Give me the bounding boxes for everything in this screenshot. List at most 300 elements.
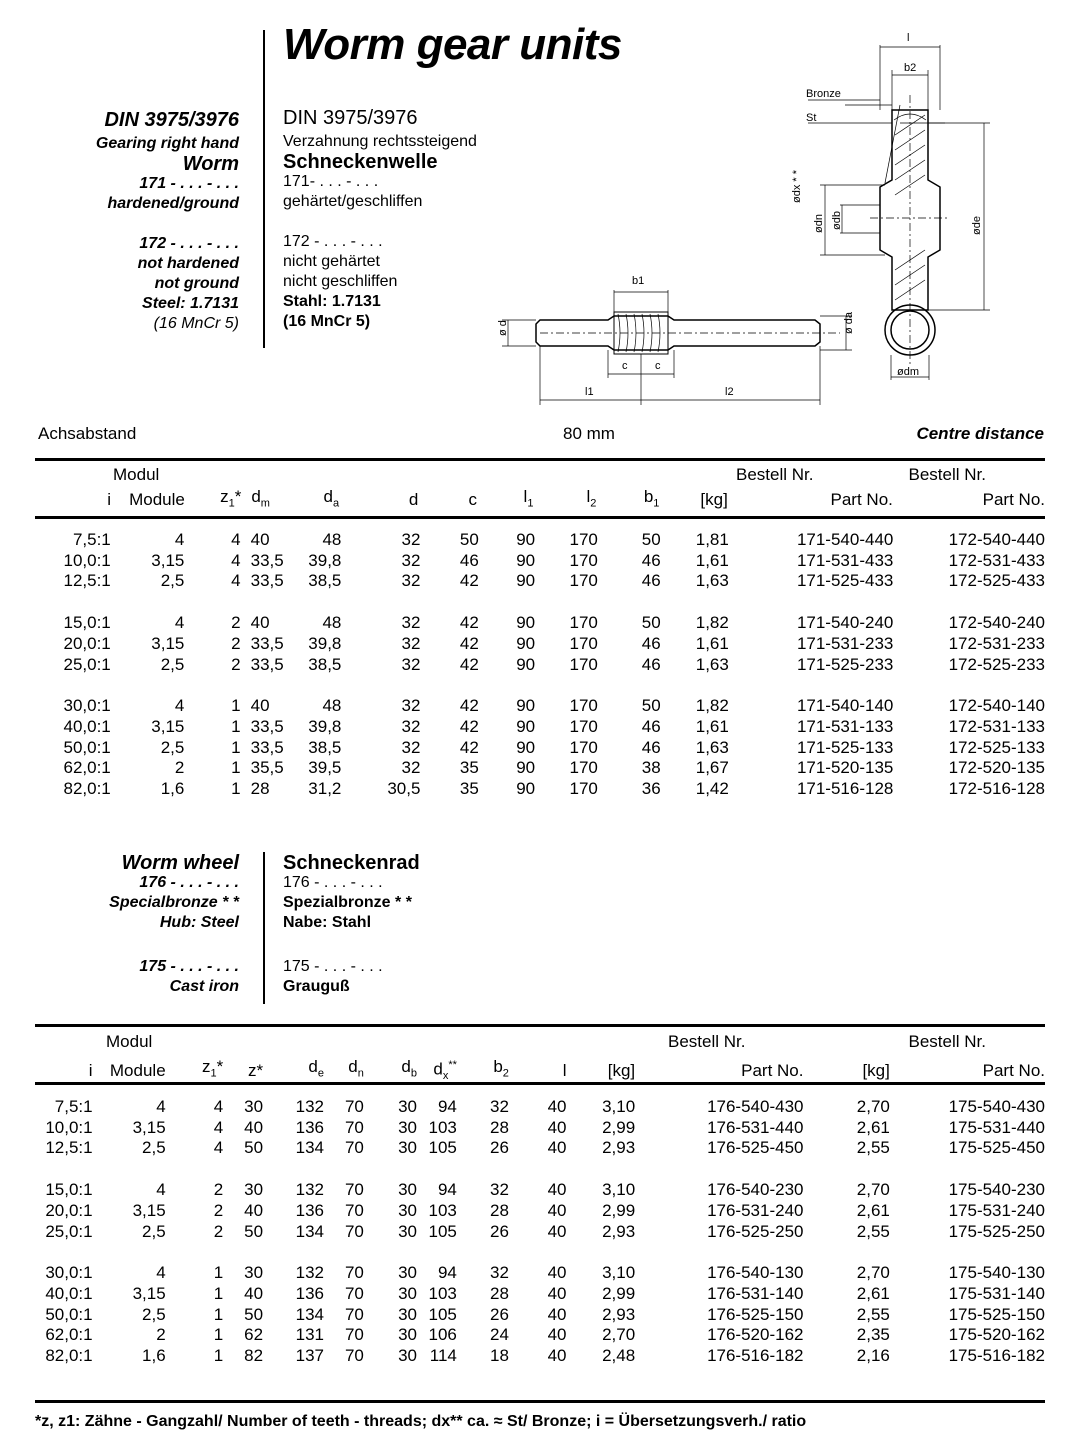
wheel-header-col-6: $d_b$	[401, 1057, 418, 1080]
worm-table-row	[35, 779, 1045, 800]
worm-table-row	[35, 758, 1045, 779]
wheel-table-row	[35, 1180, 1045, 1201]
wheel-cell: 3,15	[132, 1117, 166, 1137]
worm-cell: 33,5	[250, 737, 284, 757]
label-c-left: c	[622, 360, 628, 372]
wheel-specs-en	[109, 853, 239, 997]
worm-cell: 32	[401, 550, 421, 570]
footnote: *z, z1: Zähne - Gangzahl/ Number of teeth - threads; dx** ca. ≈ St/ Bronze; i = Übersetzungsverh./ ratio	[35, 1413, 807, 1430]
label-d: ø d	[497, 320, 509, 336]
worm-cell: 40	[250, 696, 270, 716]
worm-cell: 4	[231, 530, 241, 549]
wheel-cell: 2,5	[142, 1304, 166, 1324]
wheel-cell: 176-531-440	[707, 1117, 804, 1137]
wheel-cell: 30	[244, 1263, 264, 1283]
worm-header-col-5: d	[408, 490, 419, 510]
worm-cell: 40	[250, 613, 270, 633]
wheel-cell: 2,99	[602, 1283, 636, 1303]
wheel-bronze-de: Spezialbronze * *	[283, 894, 412, 911]
wheel-header-col-11: Part No.	[741, 1060, 804, 1080]
spacer-cell	[35, 592, 1045, 613]
wheel-header-col-12: [kg]	[862, 1060, 890, 1080]
wheel-cell: 32	[490, 1263, 509, 1283]
worm-header-bestell-172: Bestell Nr.	[908, 465, 986, 484]
wheel-cell: 2,48	[602, 1346, 636, 1366]
wheel-cell: 30	[244, 1097, 264, 1116]
worm-cell: 12,5:1	[63, 571, 111, 591]
wheel-bronze-en: Specialbronze * *	[109, 894, 239, 911]
wheel-cell: 2,99	[602, 1117, 636, 1137]
label-l2: l2	[725, 386, 734, 398]
worm-cell: 40	[250, 530, 270, 549]
worm-cell: 46	[641, 716, 661, 736]
wheel-cell: 176-525-250	[707, 1221, 804, 1241]
worm-cell: 42	[459, 654, 479, 674]
wheel-cell: 28	[490, 1283, 509, 1303]
wheel-cell: 175-525-250	[948, 1221, 1045, 1241]
wheel-cell: 134	[295, 1221, 324, 1241]
worm-header-col-12: Part No.	[982, 490, 1045, 510]
wheel-cell: 175-531-240	[948, 1200, 1045, 1220]
worm-cell: 1	[231, 779, 241, 799]
worm-cell: 1	[231, 696, 241, 716]
worm-cell: 1,81	[695, 530, 729, 549]
worm-cell: 172-531-233	[948, 633, 1045, 653]
wheel-cell: 175-531-140	[948, 1283, 1045, 1303]
label-db: ødb	[831, 211, 843, 230]
worm-cell: 1	[231, 737, 241, 757]
wheel-cell: 136	[295, 1200, 324, 1220]
wheel-header-col-10: [kg]	[607, 1060, 636, 1080]
worm-cell: 2	[231, 654, 241, 674]
wheel-cell: 176-540-430	[707, 1097, 804, 1116]
worm-not-ground-de: nicht geschliffen	[283, 273, 398, 290]
worm-cell: 171-525-233	[796, 654, 894, 674]
wheel-cell: 50,0:1	[45, 1304, 93, 1324]
wheel-cell: 70	[344, 1346, 364, 1366]
wheel-header-col-8: $b_2$	[493, 1057, 509, 1080]
worm-cell: 42	[459, 716, 479, 736]
wheel-cell: 132	[295, 1263, 324, 1283]
worm-group-spacer	[35, 592, 1045, 613]
wheel-cell: 136	[295, 1117, 324, 1137]
wheel-header-col-13: Part No.	[982, 1060, 1045, 1080]
page-title: Worm gear units	[283, 20, 622, 69]
wheel-cell: 2,55	[856, 1304, 890, 1324]
wheel-cell: 114	[429, 1346, 457, 1366]
wheel-cell: 1,6	[142, 1346, 166, 1366]
wheel-cell: 4	[156, 1263, 166, 1283]
wheel-cell: 3,15	[132, 1200, 166, 1220]
wheel-table-row	[35, 1305, 1045, 1326]
label-b1: b1	[632, 275, 645, 287]
worm-table-row	[35, 738, 1045, 759]
worm-cell: 62,0:1	[63, 758, 111, 778]
wheel-header-col-7: $d_x^{**}$	[433, 1059, 457, 1083]
worm-not-hardened-en: not hardened	[137, 255, 239, 272]
worm-hardened-de: gehärtet/geschliffen	[283, 193, 423, 210]
worm-table-row	[35, 696, 1045, 717]
worm-cell: 38,5	[308, 571, 342, 591]
wheel-header-col-3: z*	[247, 1060, 264, 1080]
wheel-cell: 2,35	[856, 1325, 890, 1345]
bottom-rule	[35, 1400, 1045, 1403]
wheel-cell: 105	[428, 1221, 457, 1241]
worm-cell: 2	[231, 633, 241, 653]
worm-table-row	[35, 655, 1045, 676]
divider-vertical-worm	[263, 30, 265, 348]
worm-cell: 172-531-433	[948, 550, 1045, 570]
wheel-cell: 50	[244, 1304, 264, 1324]
worm-header-col-6: c	[468, 490, 477, 510]
wheel-table-row	[35, 1222, 1045, 1243]
worm-cell: 171-525-433	[796, 571, 894, 591]
wheel-table-header-rule	[35, 1082, 1045, 1085]
worm-header-col-1: Module	[129, 490, 185, 510]
wheel-header-col-1: Module	[109, 1060, 166, 1080]
wheel-cell: 176-531-240	[707, 1200, 804, 1220]
wheel-cell: 2,70	[856, 1180, 890, 1200]
wheel-cell: 137	[295, 1346, 324, 1366]
wheel-cell: 176-520-162	[707, 1325, 804, 1345]
wheel-group-spacer	[35, 1242, 1045, 1263]
wheel-cell: 2,61	[856, 1117, 890, 1137]
worm-cell: 50	[459, 530, 479, 549]
wheel-cell: 176-516-182	[707, 1346, 804, 1366]
worm-table-header-rule	[35, 516, 1045, 519]
wheel-group-spacer	[35, 1159, 1045, 1180]
worm-cell: 90	[516, 613, 536, 633]
wheel-title-en: Worm wheel	[121, 852, 239, 874]
worm-cell: 90	[516, 654, 536, 674]
label-st: St	[806, 112, 817, 124]
worm-code-172-de: 172 - . . . - . . .	[283, 233, 383, 250]
wheel-cell: 134	[295, 1304, 324, 1324]
worm-cell: 1,63	[695, 654, 729, 674]
worm-cell: 50,0:1	[63, 737, 111, 757]
worm-cell: 1	[231, 716, 241, 736]
wheel-cell: 82,0:1	[45, 1346, 93, 1366]
wheel-table-row	[35, 1201, 1045, 1222]
worm-cell: 4	[231, 550, 241, 570]
worm-cell: 3,15	[151, 550, 185, 570]
worm-header-col-10: [kg]	[700, 490, 728, 510]
wheel-cell: 176-525-150	[707, 1304, 804, 1324]
worm-cell: 2,5	[160, 571, 185, 591]
worm-cell: 46	[641, 571, 661, 591]
worm-specs-en	[96, 110, 239, 334]
wheel-cell: 103	[428, 1117, 457, 1137]
worm-din-de: DIN 3975/3976	[283, 107, 418, 129]
wheel-code-176-en: 176 - . . . - . . .	[139, 874, 239, 891]
wheel-cell: 30	[398, 1138, 418, 1158]
label-c-right: c	[655, 360, 661, 372]
label-dn: ødn	[813, 214, 825, 233]
wheel-code-176-de: 176 - . . . - . . .	[283, 874, 383, 891]
wheel-cell: 28	[490, 1117, 509, 1137]
wheel-cell: 131	[295, 1325, 324, 1345]
wheel-cell: 40	[547, 1304, 567, 1324]
worm-cell: 170	[569, 654, 598, 674]
worm-cell: 1,63	[695, 571, 729, 591]
worm-cell: 32	[401, 633, 421, 653]
label-l: l	[907, 32, 910, 44]
worm-cell: 82,0:1	[63, 779, 111, 799]
wheel-cell: 50	[244, 1138, 264, 1158]
wheel-cell: 94	[437, 1097, 457, 1116]
worm-cell: 38,5	[308, 737, 342, 757]
wheel-cell: 18	[490, 1346, 509, 1366]
worm-cell: 50	[641, 696, 661, 716]
worm-cell: 1,61	[695, 550, 729, 570]
worm-cell: 33,5	[250, 633, 284, 653]
worm-cell: 172-525-433	[948, 571, 1045, 591]
worm-header-col-0: i	[107, 490, 112, 510]
worm-cell: 36	[641, 779, 661, 799]
wheel-cell: 175-540-230	[948, 1180, 1045, 1200]
wheel-cell: 24	[490, 1325, 509, 1345]
wheel-cell: 30	[398, 1180, 418, 1200]
worm-header-col-8: $l_2$	[586, 487, 597, 510]
worm-wheel-drawing	[770, 25, 1000, 395]
wheel-cell: 30	[398, 1346, 418, 1366]
wheel-cell: 1	[213, 1263, 224, 1283]
worm-cell: 32	[401, 530, 421, 549]
worm-specs-de	[283, 108, 477, 332]
wheel-cell: 40	[547, 1283, 567, 1303]
worm-not-hardened-de: nicht gehärtet	[283, 253, 380, 270]
worm-not-ground-en: not ground	[154, 275, 239, 292]
worm-cell: 172-525-133	[948, 737, 1045, 757]
worm-cell: 171-540-440	[796, 530, 894, 549]
worm-cell: 4	[174, 530, 185, 549]
wheel-cell: 2,93	[602, 1304, 636, 1324]
worm-cell: 42	[459, 633, 479, 653]
worm-header-col-4: $d_a$	[323, 487, 340, 510]
worm-cell: 32	[401, 758, 421, 778]
worm-table	[35, 530, 1045, 800]
worm-cell: 46	[641, 654, 661, 674]
worm-cell: 33,5	[250, 550, 284, 570]
wheel-table-row	[35, 1346, 1045, 1367]
wheel-cell: 28	[490, 1200, 509, 1220]
wheel-cell: 12,5:1	[45, 1138, 93, 1158]
wheel-cell: 4	[213, 1138, 224, 1158]
wheel-cell: 2	[156, 1325, 166, 1345]
wheel-cell: 2,70	[602, 1325, 636, 1345]
worm-cell: 90	[516, 716, 536, 736]
worm-code-171-de: 171- . . . - . . .	[283, 173, 379, 190]
wheel-table-row	[35, 1263, 1045, 1284]
wheel-header-col-4: $d_e$	[308, 1057, 324, 1080]
worm-cell: 2,5	[160, 654, 185, 674]
worm-cell: 172-540-240	[948, 613, 1045, 633]
wheel-cell: 40	[547, 1200, 567, 1220]
wheel-cell: 40	[244, 1200, 264, 1220]
worm-header-col-2: $z_1*$	[220, 487, 242, 510]
centre-distance-de: Achsabstand	[38, 424, 137, 443]
wheel-cell: 70	[344, 1117, 364, 1137]
worm-cell: 170	[569, 633, 598, 653]
worm-cell: 38,5	[308, 654, 342, 674]
wheel-cell: 175-520-162	[948, 1325, 1045, 1345]
worm-cell: 46	[641, 737, 661, 757]
wheel-cell: 70	[344, 1304, 364, 1324]
wheel-header-col-5: $d_n$	[348, 1057, 364, 1080]
wheel-cell: 62,0:1	[45, 1325, 93, 1345]
wheel-cell: 40	[244, 1283, 264, 1303]
worm-cell: 31,2	[308, 779, 342, 799]
wheel-table-row	[35, 1284, 1045, 1305]
worm-cell: 172-531-133	[948, 716, 1045, 736]
wheel-cell: 175-516-182	[948, 1346, 1045, 1366]
worm-cell: 42	[459, 571, 479, 591]
worm-cell: 1,61	[695, 716, 729, 736]
wheel-cell: 62	[244, 1325, 264, 1345]
worm-cell: 170	[569, 550, 598, 570]
wheel-cell: 175-525-150	[948, 1304, 1045, 1324]
worm-cell: 1,63	[695, 737, 729, 757]
wheel-cell: 70	[344, 1325, 364, 1345]
wheel-cell: 2,61	[856, 1200, 890, 1220]
worm-cell: 90	[516, 633, 536, 653]
worm-cell: 170	[569, 716, 598, 736]
wheel-cell: 50	[244, 1221, 264, 1241]
wheel-cell: 40	[547, 1221, 567, 1241]
worm-cell: 39,8	[308, 550, 342, 570]
worm-cell: 1,42	[695, 779, 729, 799]
worm-cell: 46	[641, 550, 661, 570]
worm-cell: 1,67	[695, 758, 729, 778]
worm-cell: 48	[322, 613, 342, 633]
wheel-cell: 30	[398, 1117, 418, 1137]
wheel-cell: 70	[344, 1138, 364, 1158]
wheel-header-modul: Modul	[106, 1032, 153, 1051]
spacer-cell	[35, 1242, 1045, 1263]
worm-cell: 32	[401, 737, 421, 757]
wheel-cell: 3,10	[602, 1180, 636, 1200]
wheel-cell: 30	[398, 1200, 418, 1220]
wheel-cell: 70	[344, 1097, 364, 1116]
wheel-cell: 2,70	[856, 1263, 890, 1283]
worm-cell: 42	[459, 737, 479, 757]
worm-cell: 30,0:1	[63, 696, 111, 716]
wheel-cell: 175-531-440	[948, 1117, 1045, 1137]
wheel-cell: 20,0:1	[45, 1200, 93, 1220]
worm-header-col-7: $l_1$	[523, 487, 534, 510]
worm-cell: 32	[401, 613, 421, 633]
worm-code-171-en: 171 - . . . - . . .	[139, 175, 239, 192]
worm-cell: 171-516-128	[796, 779, 894, 799]
worm-hardened-en: hardened/ground	[107, 195, 239, 212]
worm-cell: 170	[569, 696, 598, 716]
wheel-specs-de	[283, 853, 420, 997]
worm-cell: 90	[516, 779, 536, 799]
wheel-cell: 40,0:1	[45, 1283, 93, 1303]
worm-cell: 170	[569, 758, 598, 778]
worm-cell: 30,5	[387, 779, 421, 799]
worm-cell: 28	[250, 779, 270, 799]
wheel-cell: 2,5	[142, 1138, 166, 1158]
worm-table-row	[35, 634, 1045, 655]
wheel-header-col-9: l	[562, 1060, 567, 1080]
worm-cell: 170	[569, 737, 598, 757]
wheel-cell: 134	[295, 1138, 324, 1158]
wheel-cell: 3,10	[602, 1097, 636, 1116]
worm-cell: 35,5	[250, 758, 284, 778]
worm-table-top-rule	[35, 458, 1045, 461]
worm-title-de: Schneckenwelle	[283, 151, 438, 173]
worm-group-spacer	[35, 675, 1045, 696]
worm-cell: 170	[569, 613, 598, 633]
worm-cell: 50	[641, 613, 661, 633]
worm-cell: 90	[516, 530, 536, 549]
wheel-cell: 30	[398, 1304, 418, 1324]
wheel-cell: 175-540-430	[948, 1097, 1045, 1116]
worm-cell: 4	[174, 613, 185, 633]
worm-cell: 90	[516, 696, 536, 716]
worm-steel-code-de: (16 MnCr 5)	[283, 313, 371, 330]
worm-cell: 42	[459, 613, 479, 633]
centre-distance-value: 80 mm	[563, 424, 615, 443]
worm-cell: 171-540-140	[796, 696, 894, 716]
worm-cell: 39,8	[308, 716, 342, 736]
wheel-hub-en: Hub: Steel	[159, 914, 239, 931]
wheel-cell: 40	[244, 1117, 264, 1137]
worm-cell: 1,61	[695, 633, 729, 653]
worm-cell: 42	[459, 696, 479, 716]
wheel-table-row	[35, 1138, 1045, 1159]
worm-table-row	[35, 571, 1045, 592]
wheel-castiron-de: Grauguß	[283, 978, 350, 995]
wheel-table	[35, 1097, 1045, 1367]
wheel-cell: 2,5	[142, 1221, 166, 1241]
wheel-cell: 103	[428, 1283, 457, 1303]
worm-cell: 90	[516, 737, 536, 757]
worm-cell: 171-525-133	[796, 737, 894, 757]
wheel-cell: 3,15	[132, 1283, 166, 1303]
spacer-cell	[35, 675, 1045, 696]
worm-cell: 172-540-440	[948, 530, 1045, 549]
worm-cell: 35	[459, 758, 479, 778]
worm-code-172-en: 172 - . . . - . . .	[139, 235, 239, 252]
divider-vertical-wheel	[263, 852, 265, 1004]
worm-table-header	[35, 487, 1045, 514]
worm-cell: 172-520-135	[948, 758, 1045, 778]
wheel-cell: 70	[344, 1263, 364, 1283]
worm-cell: 33,5	[250, 571, 284, 591]
worm-table-row	[35, 613, 1045, 634]
wheel-cell: 30	[398, 1097, 418, 1116]
wheel-cell: 94	[437, 1263, 457, 1283]
wheel-cell: 2,99	[602, 1200, 636, 1220]
wheel-table-row	[35, 1325, 1045, 1346]
worm-cell: 48	[322, 530, 342, 549]
worm-cell: 2	[231, 613, 241, 633]
worm-cell: 25,0:1	[63, 654, 111, 674]
wheel-cell: 70	[344, 1200, 364, 1220]
wheel-cell: 10,0:1	[45, 1117, 93, 1137]
worm-header-col-11: Part No.	[830, 490, 893, 510]
wheel-header-col-0: i	[88, 1060, 93, 1080]
wheel-castiron-en: Cast iron	[169, 978, 239, 995]
wheel-cell: 1	[213, 1346, 224, 1366]
worm-cell: 1,6	[160, 779, 185, 799]
label-bronze: Bronze	[806, 88, 841, 100]
wheel-header-col-2: $z_1*$	[201, 1057, 224, 1080]
wheel-cell: 7,5:1	[54, 1097, 93, 1116]
wheel-cell: 40	[547, 1263, 567, 1283]
